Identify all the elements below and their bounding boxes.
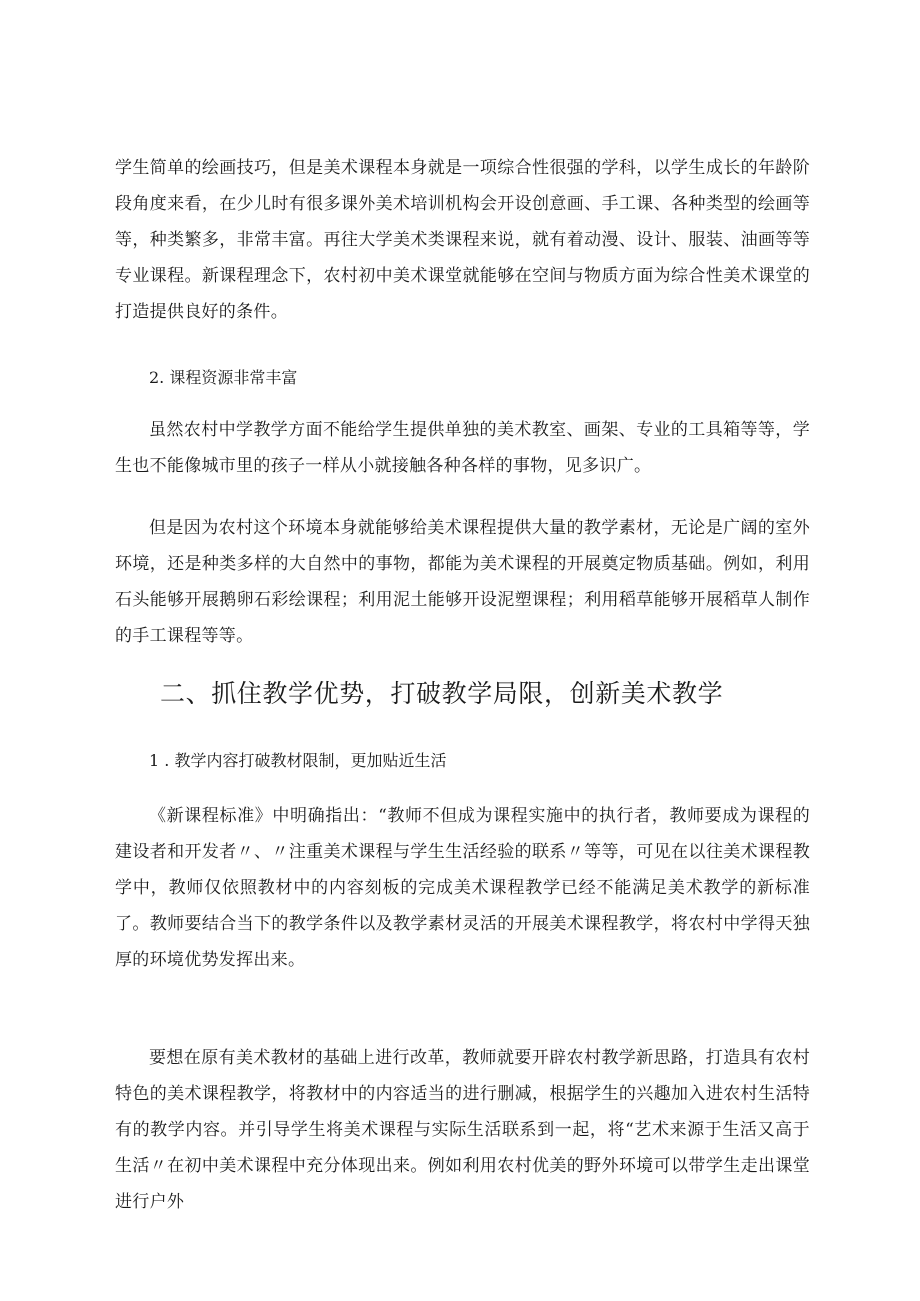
paragraph-rural-limitations: 虽然农村中学教学方面不能给学生提供单独的美术教室、画架、专业的工具箱等等，学生也不能像城市里的孩子一样从小就接触各种各样的事物，见多识广。	[115, 420, 810, 476]
paragraph-rural-materials: 但是因为农村这个环境本身就能够给美术课程提供大量的教学素材，无论是广阔的室外环境，还是种类多样的大自然中的事物，都能为美术课程的开展奠定物质基础。例如，利用石头能够开展鹅卵石彩绘课程；利用泥土能够开设泥塑课程；利用稻草能够开展稻草人制作的手工课程等等。	[115, 518, 810, 646]
subheading-teaching-content: 1 . 教学内容打破教材限制，更加贴近生活	[149, 751, 447, 770]
paragraph-comprehensive-curriculum: 学生简单的绘画技巧，但是美术课程本身就是一项综合性很强的学科，以学生成长的年龄阶段角度来看，在少儿时有很多课外美术培训机构会开设创意画、手工课、各种类型的绘画等等，种类繁多，非常丰富。再往大学美术类课程来说，就有着动漫、设计、服装、油画等等专业课程。新课程理念下，农村初中美术课堂就能够在空间与物质方面为综合性美术课堂的打造提供良好的条件。	[115, 158, 810, 322]
paragraph-reform-teaching: 要想在原有美术教材的基础上进行改革，教师就要开辟农村教学新思路，打造具有农村特色的美术课程教学，将教材中的内容适当的进行删减，根据学生的兴趣加入进农村生活特有的教学内容。并引导学生将美术课程与实际生活联系到一起，将“艺术来源于生活又高于生活〃在初中美术课程中充分体现出来。例如利用农村优美的野外环境可以带学生走出课堂进行户外	[115, 1048, 810, 1212]
paragraph-new-curriculum-standard: 《新课程标准》中明确指出：“教师不但成为课程实施中的执行者，教师要成为课程的建设者和开发者〃、〃注重美术课程与学生生活经验的联系〃等等，可见在以往美术课程教学中，教师仅依照教材中的内容刻板的完成美术课程教学已经不能满足美术教学的新标准了。教师要结合当下的教学条件以及教学素材灵活的开展美术课程教学，将农村中学得天独厚的环境优势发挥出来。	[115, 806, 810, 970]
subheading-course-resources: 2. 课程资源非常丰富	[149, 368, 298, 387]
section-heading-innovate-teaching: 二、抓住教学优势，打破教学局限，创新美术教学	[160, 679, 724, 708]
